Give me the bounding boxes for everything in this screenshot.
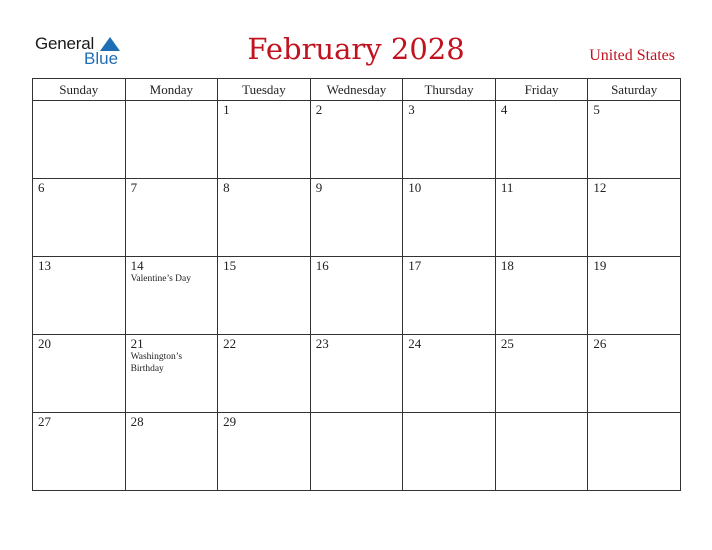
day-number <box>33 101 125 102</box>
day-cell <box>310 101 403 179</box>
day-cell <box>218 257 311 335</box>
day-cell <box>495 257 588 335</box>
day-cell <box>33 335 126 413</box>
day-cell <box>33 413 126 491</box>
holiday-label: Valentine’s Day <box>130 274 191 284</box>
day-number: 14 <box>130 258 144 273</box>
day-number: 16 <box>315 258 329 273</box>
weekday-wednesday: Wednesday <box>310 79 403 101</box>
day-number: 9 <box>315 180 323 195</box>
day-cell <box>588 101 681 179</box>
day-cell <box>588 413 681 491</box>
day-cell <box>310 257 403 335</box>
day-cell <box>588 335 681 413</box>
day-cell <box>310 413 403 491</box>
holiday-label: Washington’s Birthday <box>130 352 183 374</box>
day-cell <box>495 179 588 257</box>
day-number: 21 <box>130 336 144 351</box>
day-cell <box>403 101 496 179</box>
calendar-title: February 2028 <box>247 32 465 66</box>
weekday-header-row <box>33 79 681 101</box>
day-cell <box>218 179 311 257</box>
day-cell <box>125 179 218 257</box>
day-number: 11 <box>500 180 514 195</box>
day-number: 10 <box>408 180 422 195</box>
day-cell <box>495 335 588 413</box>
day-number: 17 <box>408 258 422 273</box>
day-number: 23 <box>315 336 329 351</box>
day-number: 25 <box>500 336 514 351</box>
day-cell <box>495 413 588 491</box>
day-number: 7 <box>130 180 138 195</box>
day-cell <box>218 335 311 413</box>
logo-word-blue: Blue <box>84 49 119 68</box>
weekday-monday: Monday <box>125 79 218 101</box>
calendar-body <box>33 101 681 491</box>
day-number: 29 <box>223 414 237 429</box>
day-number <box>403 413 495 414</box>
day-cell <box>125 335 218 413</box>
day-number: 2 <box>315 102 323 117</box>
day-number: 28 <box>130 414 144 429</box>
day-number <box>588 413 680 414</box>
logo-word-general: General <box>35 34 95 53</box>
country-label: United States <box>589 47 675 64</box>
week-row <box>33 101 681 179</box>
week-row <box>33 179 681 257</box>
day-cell <box>495 101 588 179</box>
day-cell <box>33 101 126 179</box>
day-number <box>126 101 218 102</box>
day-cell <box>218 413 311 491</box>
day-cell <box>33 257 126 335</box>
day-number: 18 <box>500 258 514 273</box>
calendar-grid <box>32 78 681 491</box>
day-number: 20 <box>38 336 51 351</box>
weekday-thursday: Thursday <box>403 79 496 101</box>
week-row <box>33 335 681 413</box>
day-number: 1 <box>223 102 230 117</box>
day-number: 8 <box>223 180 230 195</box>
day-number: 15 <box>223 258 237 273</box>
day-number: 27 <box>38 414 51 429</box>
day-number: 6 <box>38 180 45 195</box>
day-number <box>311 413 403 414</box>
weekday-sunday: Sunday <box>33 79 126 101</box>
day-cell <box>588 257 681 335</box>
weekday-tuesday: Tuesday <box>218 79 311 101</box>
day-cell <box>403 257 496 335</box>
day-number: 24 <box>408 336 422 351</box>
day-number: 12 <box>593 180 607 195</box>
weekday-saturday: Saturday <box>588 79 681 101</box>
day-number: 19 <box>593 258 607 273</box>
day-cell <box>125 413 218 491</box>
week-row <box>33 257 681 335</box>
day-number: 13 <box>38 258 51 273</box>
day-number: 3 <box>408 102 415 117</box>
day-cell <box>125 257 218 335</box>
day-cell <box>125 101 218 179</box>
day-cell <box>310 179 403 257</box>
day-cell <box>218 101 311 179</box>
day-cell <box>403 179 496 257</box>
week-row <box>33 413 681 491</box>
day-cell <box>33 179 126 257</box>
day-cell <box>588 179 681 257</box>
day-number <box>496 413 588 414</box>
weekday-friday: Friday <box>495 79 588 101</box>
day-number: 26 <box>593 336 607 351</box>
day-number: 5 <box>593 102 600 117</box>
day-number: 4 <box>500 102 508 117</box>
day-number: 22 <box>223 336 237 351</box>
day-cell <box>403 335 496 413</box>
day-cell <box>310 335 403 413</box>
day-cell <box>403 413 496 491</box>
